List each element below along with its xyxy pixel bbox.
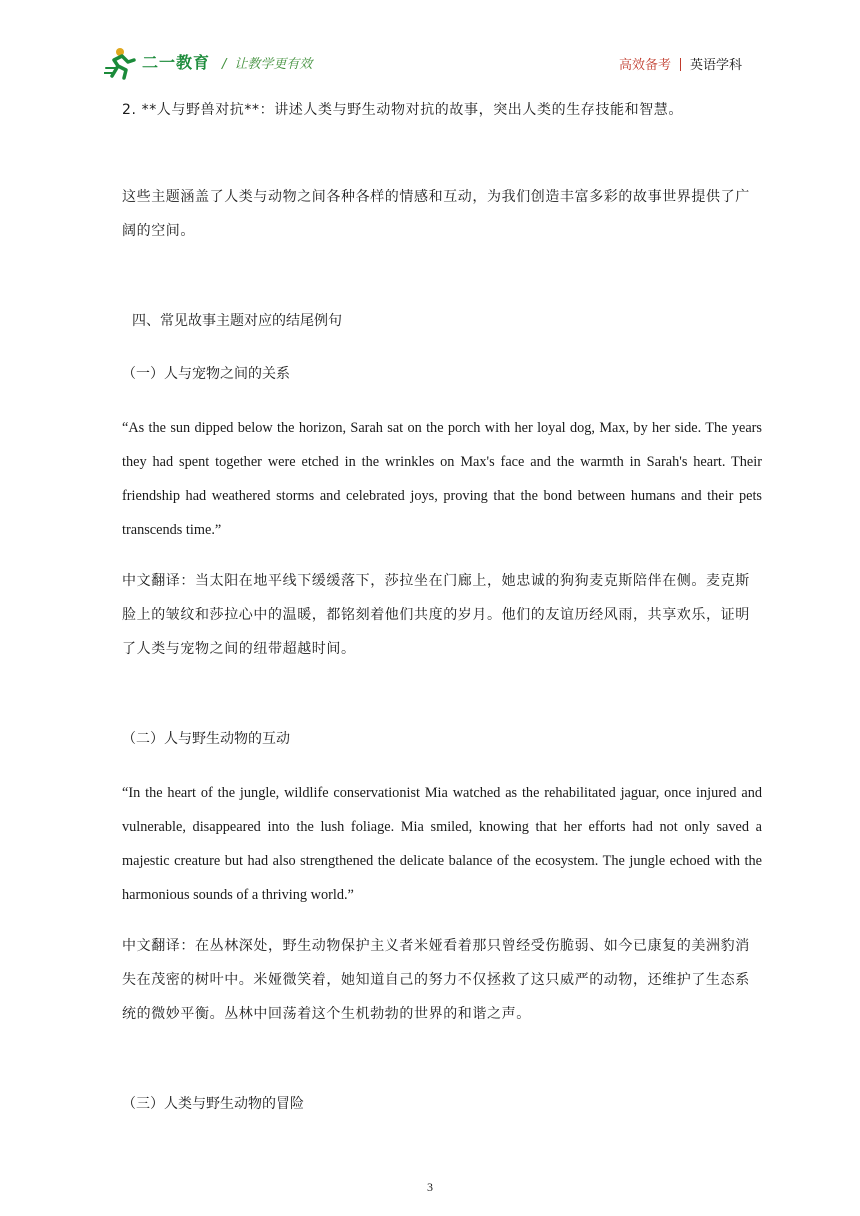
page-header [0,0,860,90]
header-tag-exam: 高效备考 [618,58,671,73]
page-number: 3 [427,1180,433,1194]
english-example-2: “In the heart of the jungle, wildlife conservationist Mia watched as the rehabilitated jaguar, once injured and vulnerable, disappeared into the lush foliage. Mia smiled, knowing that her efforts had not only saved a majestic creature but had also strengthened the delicate balance of the ecosystem. The jungle echoed with the harmonious sounds of a thriving world.” [122,785,762,903]
list-item-2: 2. **人与野兽对抗**：讲述人类与野生动物对抗的故事，突出人类的生存技能和智慧。 [122,102,684,118]
header-tag-subject: 英语学科 [689,58,742,73]
subheading-1: （一）人与宠物之间的关系 [122,366,290,382]
logo-text: 二一教育 [142,53,211,72]
slogan: / 让教学更有效 [222,57,313,72]
header-divider [680,58,681,71]
subheading-2: （二）人与野生动物的互动 [122,731,290,747]
header-right [619,54,742,73]
section-heading-4: 四、常见故事主题对应的结尾例句 [132,313,342,329]
chinese-translation-1: 中文翻译：当太阳在地平线下缓缓落下，莎拉坐在门廊上，她忠诚的狗狗麦克斯陪伴在侧。麦克斯脸上的皱纹和莎拉心中的温暖，都铭刻着他们共度的岁月。他们的友谊历经风雨，共享欢乐，证明了人类与宠物之间的纽带超越时间。 [122,573,750,657]
chinese-translation-2: 中文翻译：在丛林深处，野生动物保护主义者米娅看着那只曾经受伤脆弱、如今已康复的美洲豹消失在茂密的树叶中。米娅微笑着，她知道自己的努力不仅拯救了这只威严的动物，还维护了生态系统的微妙平衡。丛林中回荡着这个生机勃勃的世界的和谐之声。 [122,938,750,1022]
subheading-3: （三）人类与野生动物的冒险 [122,1096,304,1112]
summary-paragraph: 这些主题涵盖了人类与动物之间各种各样的情感和互动，为我们创造丰富多彩的故事世界提供了广阔的空间。 [122,189,750,239]
english-example-1: “As the sun dipped below the horizon, Sarah sat on the porch with her loyal dog, Max, by her side. The years they had spent together were etched in the wrinkles on Max's face and the warmth in Sarah's heart. Their friendship had weathered storms and celebrated joys, proving that the bond between humans and their pets transcends time.” [122,420,762,538]
slogan-text: 让教学更有效 [234,57,313,72]
